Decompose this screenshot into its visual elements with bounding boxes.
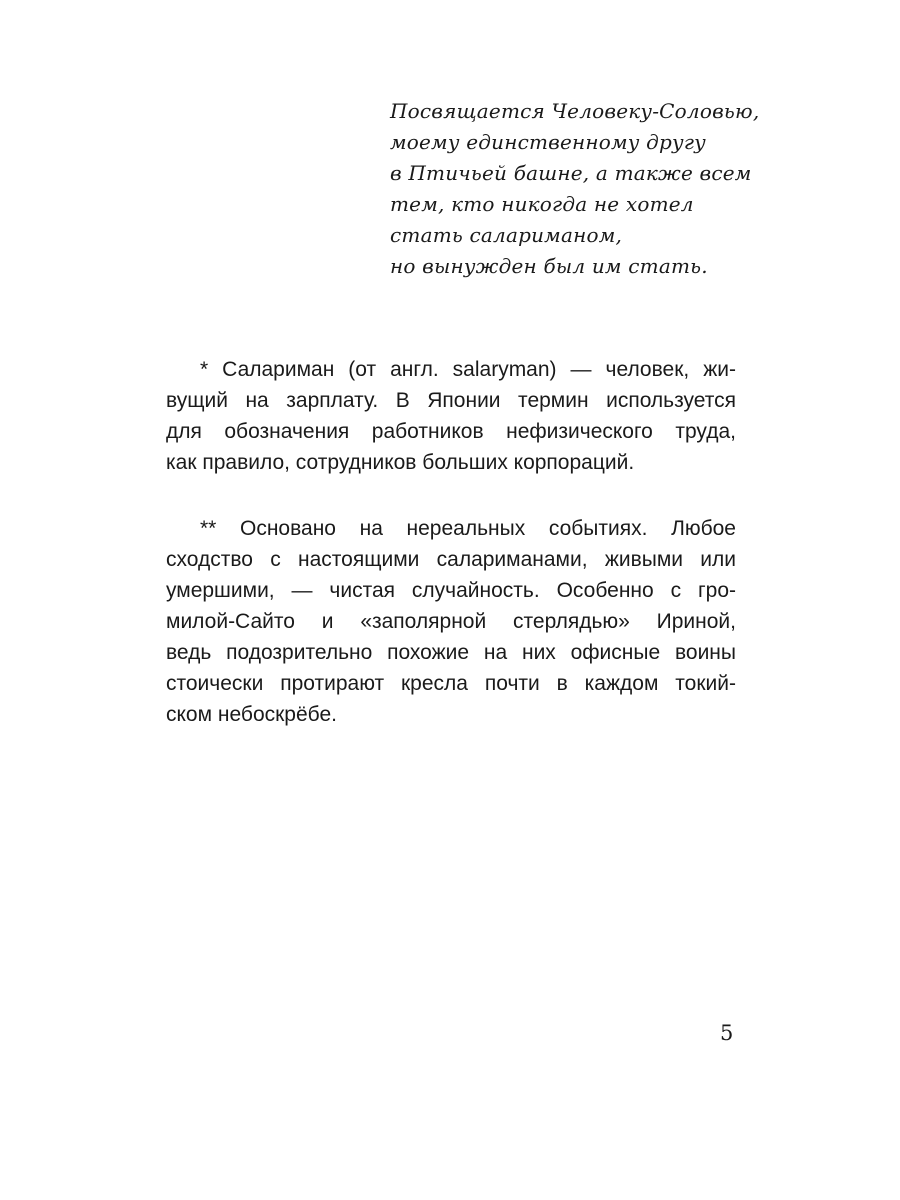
footnote-line: милой-Сайто и «заполярной стерлядью» Ириной, — [166, 610, 736, 633]
footnote-line: ском небоскрёбе. — [166, 703, 337, 726]
dedication-line: моему единственному другу — [390, 130, 706, 154]
footnote-line: ведь подозрительно похожие на них офисные воины — [166, 641, 736, 664]
dedication-line: тем, кто никогда не хотел — [390, 192, 694, 216]
footnote-disclaimer — [166, 513, 736, 730]
footnote-line: ** Основано на нереальных событиях. Любое — [200, 517, 736, 540]
footnote-line: как правило, сотрудников больших корпораций. — [166, 451, 635, 474]
footnote-line: для обозначения работников нефизического труда, — [166, 420, 736, 443]
footnote-line: вущий на зарплату. В Японии термин используется — [166, 389, 736, 412]
dedication-line: в Птичьей башне, а также всем — [390, 161, 752, 185]
footnote-line: * Салариман (от англ. salaryman) — человек, жи- — [200, 358, 736, 381]
dedication-line: Посвящается Человеку-Соловью, — [390, 99, 760, 123]
footnote-salaryman — [166, 354, 736, 478]
page-number: 5 — [720, 1021, 734, 1045]
dedication-line: но вынужден был им стать. — [390, 254, 708, 278]
footnote-line: сходство с настоящими салариманами, живыми или — [166, 548, 736, 571]
dedication — [390, 96, 760, 282]
dedication-line: стать салариманом, — [390, 223, 623, 247]
footnote-line: стоически протирают кресла почти в каждом токий- — [166, 672, 736, 695]
footnote-line: умершими, — чистая случайность. Особенно с гро- — [166, 579, 736, 602]
